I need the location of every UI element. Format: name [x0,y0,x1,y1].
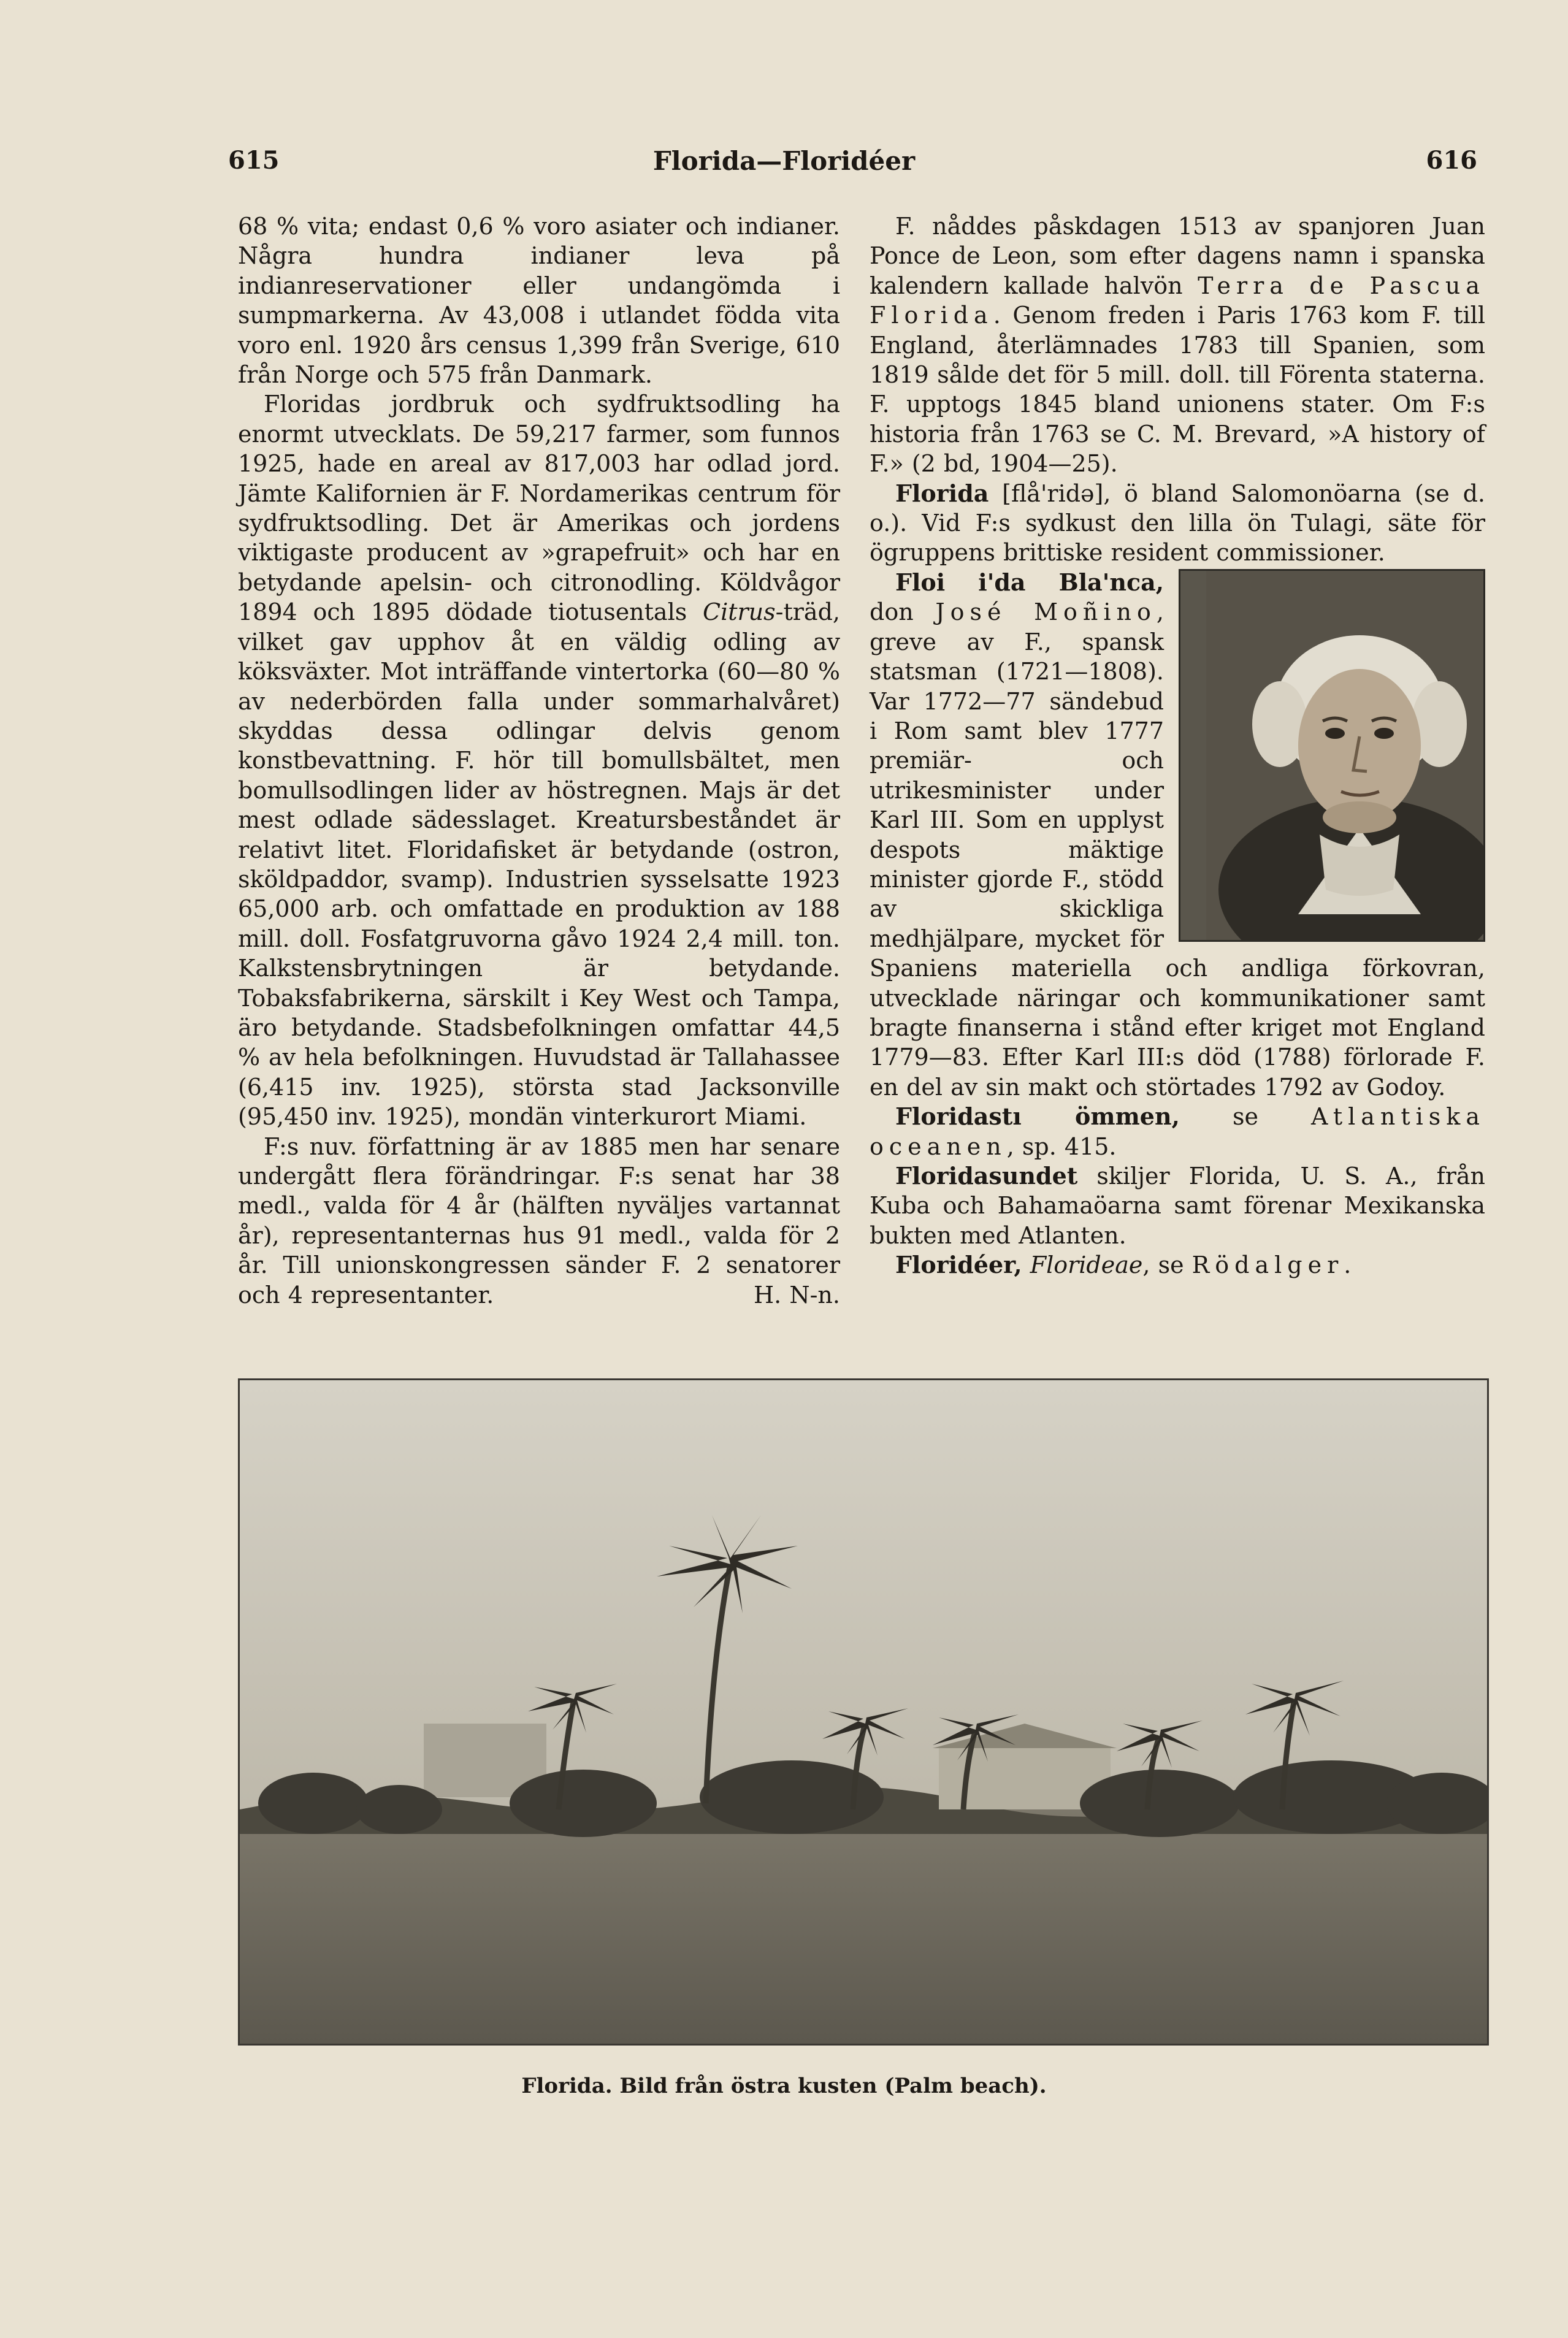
florideae-term: Florideae [1030,1251,1143,1279]
palm-beach-photo [238,1378,1489,2046]
agriculture-text-b: -träd, vilket gav upphov åt en väldig odling av köksväxter. Mot inträffande vintertorka (60—80 % av nederbörden falla under sommarhalvåret) skyddas dessa odlingar delvis genom konstbevattning. F. hör till bomullsbältet, men bomullsodlingen lider av höstregnen. Majs är det mest odlade sädesslaget. Kreatursbeståndet är relativt litet. Floridafisket är betydande (ostron, sköldpaddor, svamp). Industrien sysselsatte 1923 65,000 arb. och omfattade en produktion av 188 mill. doll. Fosfatgruvorna gåvo 1924 2,4 mill. ton. Kalkstensbrytningen är betydande. Tobaksfabrikerna, särskilt i Key West och Tampa, äro betydande. Stadsbefolkningen omfattar 44,5 % av hela befolkningen. Huvudstad är Tallahassee (6,415 inv. 1925), största stad Jacksonville (95,450 inv. 1925), mondän vinterkurort Miami. [238,598,840,1131]
rodalger-spaced: Rödalger [1191,1251,1344,1279]
history-text-a: F. nåddes påskdagen 1513 av spanjoren Juan Ponce de Leon, som efter dagens namn i spanska kalendern kallade halvön [870,213,1485,299]
jose-monino-spaced: José Moñino [935,598,1157,626]
constitution-text: F:s nuv. författning är av 1885 men har senare undergått flera förändringar. F:s senat har 38 medl., valda för 4 år (hälften nyväljes vartannat år), representanternas hus 91 medl., valda för 2 år. Till unionskongressen sänder F. 2 senatorer och 4 representanter. [238,1133,840,1308]
left-column [238,212,840,1310]
paragraph-history [870,212,1485,479]
entry-floridasundet [870,1161,1485,1250]
floridasundet-text: skiljer Florida, U. S. A., från Kuba och Bahamaöarna samt förenar Mexikanska bukten med Atlanten. [870,1163,1485,1249]
terra-de-pascua-spaced: Terra de Pascua Florida [870,272,1486,329]
entry-headword-florideer: Floridéer, [895,1251,1022,1279]
floridablanca-text-a: don [870,598,936,626]
paragraph-population: 68 % vita; endast 0,6 % voro asiater och indianer. Några hundra indianer leva på indianreservationer eller undangömda i sumpmarkerna. Av 43,008 i utlandet födda vita voro enl. 1920 års census 1,399 från Sverige, 610 från Norge och 575 från Danmark. [238,213,840,389]
entry-headword-floridastrommen: Floridastı ömmen, [895,1102,1180,1131]
entry-florideer [870,1250,1485,1280]
entry-headword-florida: Florida [895,479,989,507]
right-column [870,212,1485,1280]
page-number-left: 615 [228,146,280,175]
paragraph-constitution [238,1132,840,1310]
portrait-image [1206,571,1485,940]
floridablanca-text-b: , greve av F., spansk statsman (1721—1808). Var 1772—77 sändebud i Rom samt blev 1777 premiär- och utrikesminister under Karl III. Som en upplyst despots mäktige minister gjorde F., stödd av skickliga medhjälpare, mycket för Spaniens materiella och andliga förkovran, utvecklade näringar och kommunikationer samt bragte finanserna i stånd efter kriget mot England 1779—83. Efter Karl III:s död (1788) förlorade F. en del av sin makt och störtades 1792 av Godoy. [870,598,1485,1101]
running-title: Florida—Floridéer [652,146,916,176]
entry-florida-island [870,479,1485,568]
florideer-text-b: . [1344,1251,1352,1279]
paragraph-agriculture [238,389,840,1131]
citrus-term: Citrus [703,598,776,626]
portrait-floridablanca [1179,569,1485,942]
author-signature: H. N-n. [754,1281,840,1308]
entry-headword-floridablanca: Floi i'da Bla'nca, [895,568,1164,596]
entry-headword-floridasundet: Floridasundet [895,1162,1078,1190]
page-number-right: 616 [1426,146,1477,175]
agriculture-text-a: Floridas jordbruk och sydfruktsodling ha enormt utvecklats. De 59,217 farmer, som funnos 1925, hade en areal av 817,003 har odlad jord. Jämte Kalifornien är F. Nordamerikas centrum för sydfruktsodling. Det är Amerikas och jordens viktigaste producent av »grapefruit» och har en betydande apelsin- och citronodling. Köldvågor 1894 och 1895 dödade tiotusentals [238,391,840,626]
atlantiska-oceanen-spaced: Atlantiska oceanen [870,1103,1485,1160]
entry-floridastrommen [870,1102,1485,1161]
floridastrommen-text-b: , sp. 415. [1006,1133,1117,1160]
entry-floridablanca [870,568,1485,1102]
photo-caption: Florida. Bild från östra kusten (Palm beach). [521,2074,1047,2098]
palm-beach-image [240,1380,1487,2044]
history-text-b: . Genom freden i Paris 1763 kom F. till England, återlämnades 1783 till Spanien, som 1819 sålde det för 5 mill. doll. till Förenta staterna. F. upptogs 1845 bland unionens stater. Om F:s historia från 1763 se C. M. Brevard, »A history of F.» (2 bd, 1904—25). [870,302,1485,478]
floridastrommen-text-a: se [1179,1103,1312,1131]
entry-florida-island-text: [flå'ridə], ö bland Salomonöarna (se d. o.). Vid F:s sydkust den lilla ön Tulagi, säte för ögruppens brittiske resident commissioner. [870,479,1485,567]
florideer-text-a: , se [1142,1251,1192,1279]
